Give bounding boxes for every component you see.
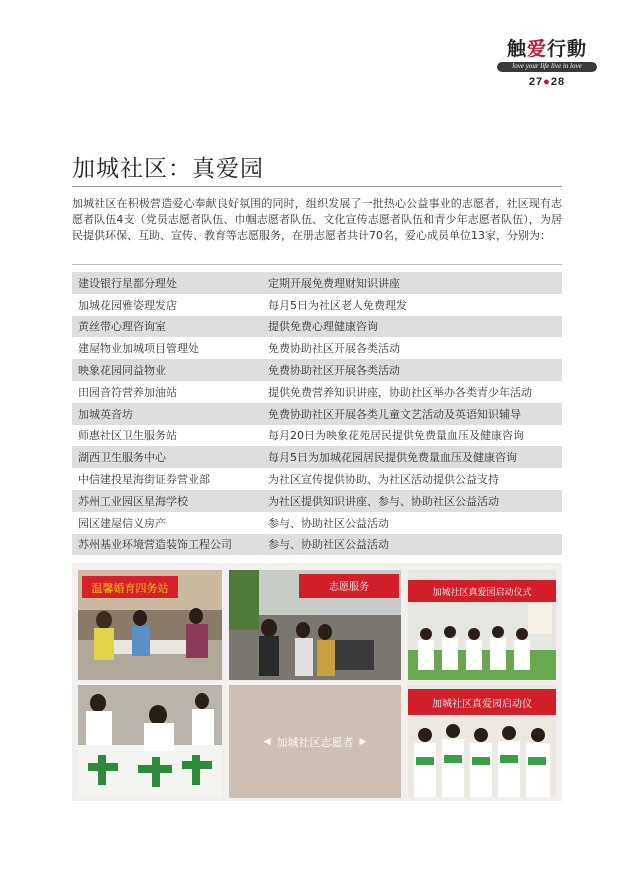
unit-service: 免费协助社区开展各类活动 bbox=[268, 342, 400, 356]
table-row bbox=[72, 403, 562, 425]
table-row bbox=[72, 294, 562, 316]
photo6-banner-text: 加城社区真爱园启动仪 bbox=[432, 699, 532, 710]
photo-gallery bbox=[72, 563, 562, 801]
title-divider bbox=[72, 186, 562, 187]
table-row bbox=[72, 359, 562, 381]
table-row bbox=[72, 534, 562, 556]
unit-name: 建屋物业加城项目管理处 bbox=[78, 342, 199, 356]
unit-name: 师惠社区卫生服务站 bbox=[78, 429, 177, 443]
page-numbers: 27●28 bbox=[528, 76, 566, 88]
unit-service: 参与、协助社区公益活动 bbox=[268, 516, 389, 530]
table-row bbox=[72, 446, 562, 468]
unit-name: 加城花园雅姿理发店 bbox=[78, 298, 177, 312]
photo1-banner-text: 温馨婚育四务站 bbox=[91, 582, 169, 595]
page-title: 加城社区：真爱园 bbox=[72, 156, 264, 182]
photo-street-event bbox=[229, 570, 401, 680]
unit-service: 免费协助社区开展各类儿童文艺活动及英语知识辅导 bbox=[268, 407, 521, 421]
unit-name: 中信建投星海街证券营业部 bbox=[78, 473, 210, 487]
caption-left-arrow-icon[interactable]: ◀ bbox=[263, 736, 271, 747]
unit-service: 提供免费心理健康咨询 bbox=[268, 320, 378, 334]
unit-name: 苏州基业环境营造装饰工程公司 bbox=[78, 538, 232, 552]
photo-volunteer-desk bbox=[78, 570, 222, 680]
intro-divider bbox=[72, 264, 562, 265]
unit-name: 苏州工业园区星海学校 bbox=[78, 494, 188, 508]
unit-service: 每月5日为加城花园居民提供免费量血压及健康咨询 bbox=[268, 451, 517, 465]
photo-banner-writing bbox=[78, 685, 222, 797]
table-row bbox=[72, 490, 562, 512]
gallery-caption[interactable] bbox=[229, 685, 401, 798]
photo-launch-ceremony bbox=[408, 570, 556, 680]
date-dot-icon: ● bbox=[543, 76, 551, 88]
brand-logo bbox=[497, 38, 597, 98]
logo-title: 触爱行動 bbox=[506, 38, 588, 60]
logo-tagline: love your life live in love bbox=[512, 62, 582, 70]
unit-name: 园区建屋信义房产 bbox=[78, 516, 166, 530]
unit-service: 为社区宣传提供协助、为社区活动提供公益支持 bbox=[268, 473, 499, 487]
unit-name: 湖西卫生服务中心 bbox=[78, 451, 166, 465]
photo2-banner-text: 志愿服务 bbox=[329, 582, 369, 593]
unit-service: 为社区提供知识讲座、参与、协助社区公益活动 bbox=[268, 494, 499, 508]
unit-service: 参与、协助社区公益活动 bbox=[268, 538, 389, 552]
photo3-banner-text: 加城社区真爱园启动仪式 bbox=[432, 588, 532, 598]
unit-service: 定期开展免费理财知识讲座 bbox=[268, 276, 400, 290]
unit-service: 免费协助社区开展各类活动 bbox=[268, 364, 400, 378]
unit-service: 每月20日为映象花苑居民提供免费量血压及健康咨询 bbox=[268, 429, 524, 443]
table-row bbox=[72, 337, 562, 359]
unit-name: 映象花园同益物业 bbox=[78, 364, 166, 378]
caption-right-arrow-icon[interactable]: ▶ bbox=[359, 736, 367, 747]
table-row bbox=[72, 468, 562, 490]
unit-name: 黄丝带心理咨询室 bbox=[78, 320, 166, 334]
intro-paragraph: 加城社区在积极营造爱心奉献良好氛围的同时，组织发展了一批热心公益事业的志愿者，社区现有志愿者队伍4支（党员志愿者队伍、巾帼志愿者队伍、文化宣传志愿者队伍和青少年志愿者队伍），为居民提供环保、互助、宣传、教育等志愿服务，在册志愿者共计70名，爱心成员单位13家，分别为： bbox=[72, 197, 562, 242]
member-units-table bbox=[72, 272, 562, 555]
unit-name: 建设银行星都分理处 bbox=[78, 276, 177, 290]
table-row bbox=[72, 512, 562, 534]
heart-glyph: 爱 bbox=[526, 38, 547, 60]
table-row bbox=[72, 381, 562, 403]
unit-name: 加城英音坊 bbox=[78, 407, 133, 421]
table-row bbox=[72, 316, 562, 338]
unit-name: 田园音符营养加油站 bbox=[78, 385, 177, 399]
gallery-caption-text: 加城社区志愿者 bbox=[276, 735, 354, 749]
table-row bbox=[72, 425, 562, 447]
photo-volunteer-group bbox=[408, 685, 556, 797]
logo-tagline-bar bbox=[497, 62, 597, 72]
unit-service: 每月5日为社区老人免费理发 bbox=[268, 298, 407, 312]
table-row bbox=[72, 272, 562, 294]
unit-service: 提供免费营养知识讲座，协助社区举办各类青少年活动 bbox=[268, 385, 532, 399]
